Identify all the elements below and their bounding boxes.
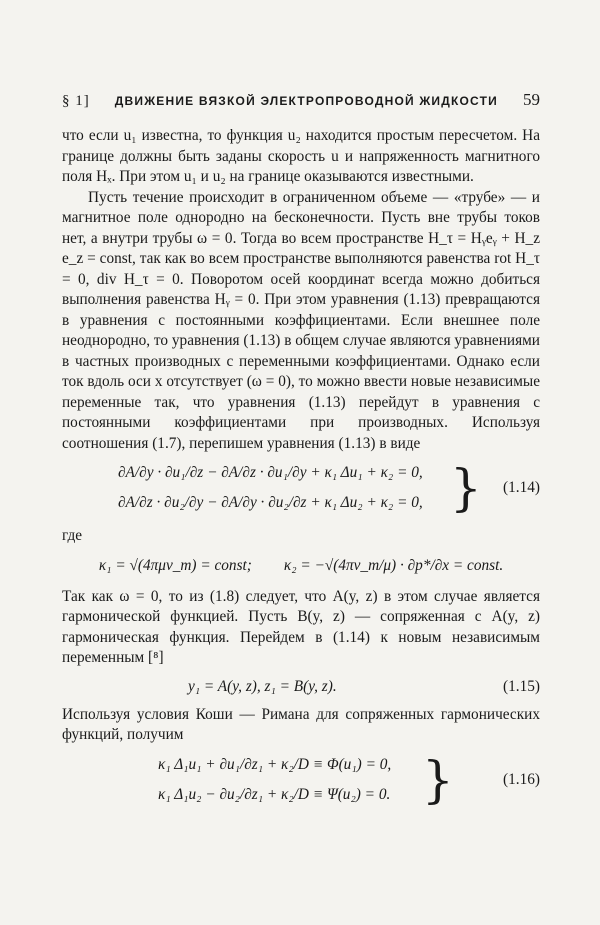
brace-icon: } (450, 459, 482, 517)
kappa-definitions (62, 547, 540, 587)
paragraph-3: Так как ω = 0, то из (1.8) следует, что A(y, z) в этом случае является гармонической функцией. Пусть B(y, z) — сопряженная с A(y, z) гармоническая функция. Перейдем в (1.14) к новым независимым переменным [⁸] (62, 587, 540, 666)
equation-1-14-line-1: ∂A/∂y · ∂u₁/∂z − ∂A/∂z · ∂u₁/∂y + κ₁ Δu₁ + κ₂ = 0, (118, 464, 423, 481)
equation-1-15-content: y₁ = A(y, z), z₁ = B(y, z). (188, 677, 337, 695)
brace-icon: } (422, 750, 454, 809)
kappa-1: κ₁ = √(4πμν_m) = const; (98, 557, 252, 575)
running-title: ДВИЖЕНИЕ ВЯЗКОЙ ЭЛЕКТРОПРОВОДНОЙ ЖИДКОСТИ (114, 94, 498, 108)
equation-1-15 (62, 675, 540, 699)
kappa-2: κ₂ = −√(4πν_m/μ) · ∂p*/∂x = const. (283, 557, 504, 575)
equation-1-16-line-2: κ₁ Δ₁u₂ − ∂u₂/∂z₁ + κ₂/D ≡ Ψ(u₂) = 0. (158, 785, 391, 803)
equation-1-14-line-2: ∂A/∂z · ∂u₂/∂y − ∂A/∂y · ∂u₂/∂z + κ₁ Δu₂ + κ₂ = 0, (118, 494, 423, 511)
equation-1-16-line-1: κ₁ Δ₁u₁ + ∂u₁/∂z₁ + κ₂/D ≡ Φ(u₁) = 0, (158, 755, 392, 773)
equation-number-1-15: (1.15) (503, 677, 540, 695)
running-header (62, 90, 540, 110)
where-label: где (62, 527, 83, 544)
equation-1-16 (62, 750, 540, 814)
equation-1-14 (62, 458, 540, 522)
paragraph-1: что если u₁ известна, то функция u₂ находится простым пересчетом. На границе должны быть заданы скорость u и напряженность магнитного поля Hₓ. При этом u₁ и u₂ на границе оказываются известными. (62, 127, 540, 185)
equation-number-1-14: (1.14) (503, 479, 540, 496)
paragraph-2: Пусть течение происходит в ограниченном объеме — «трубе» — и магнитное поле однородно на бесконечности. Пусть вне трубы токов нет, а внутри трубы ω = 0. Тогда во всем пространстве H_τ = Hᵧeᵧ + H_z e_z = const, так как во всем пространстве выполняются равенства rot H_τ = 0, div H_τ = 0. Поворотом осей координат всегда можно добиться выполнения равенства Hᵧ = 0. При этом уравнения (1.13) превращаются в уравнения с постоянными коэффициентами. Если внешнее поле неоднородно, то уравнения (1.13) в общем случае являются уравнениями в частных производных с переменными коэффициентами. Однако если ток вдоль оси x отсутствует (ω = 0), то можно ввести новые независимые переменные так, что уравнения (1.13) перейдут в уравнения с постоянными коэффициентами при производных. Используя соотношения (1.7), перепишем уравнения (1.13) в виде (62, 188, 540, 452)
equation-number-1-16: (1.16) (503, 770, 540, 788)
page-body (62, 126, 540, 818)
page-number: 59 (522, 90, 540, 109)
section-mark: § 1] (62, 93, 90, 109)
paragraph-4: Используя условия Коши — Римана для сопряженных гармонических функций, получим (62, 705, 540, 743)
